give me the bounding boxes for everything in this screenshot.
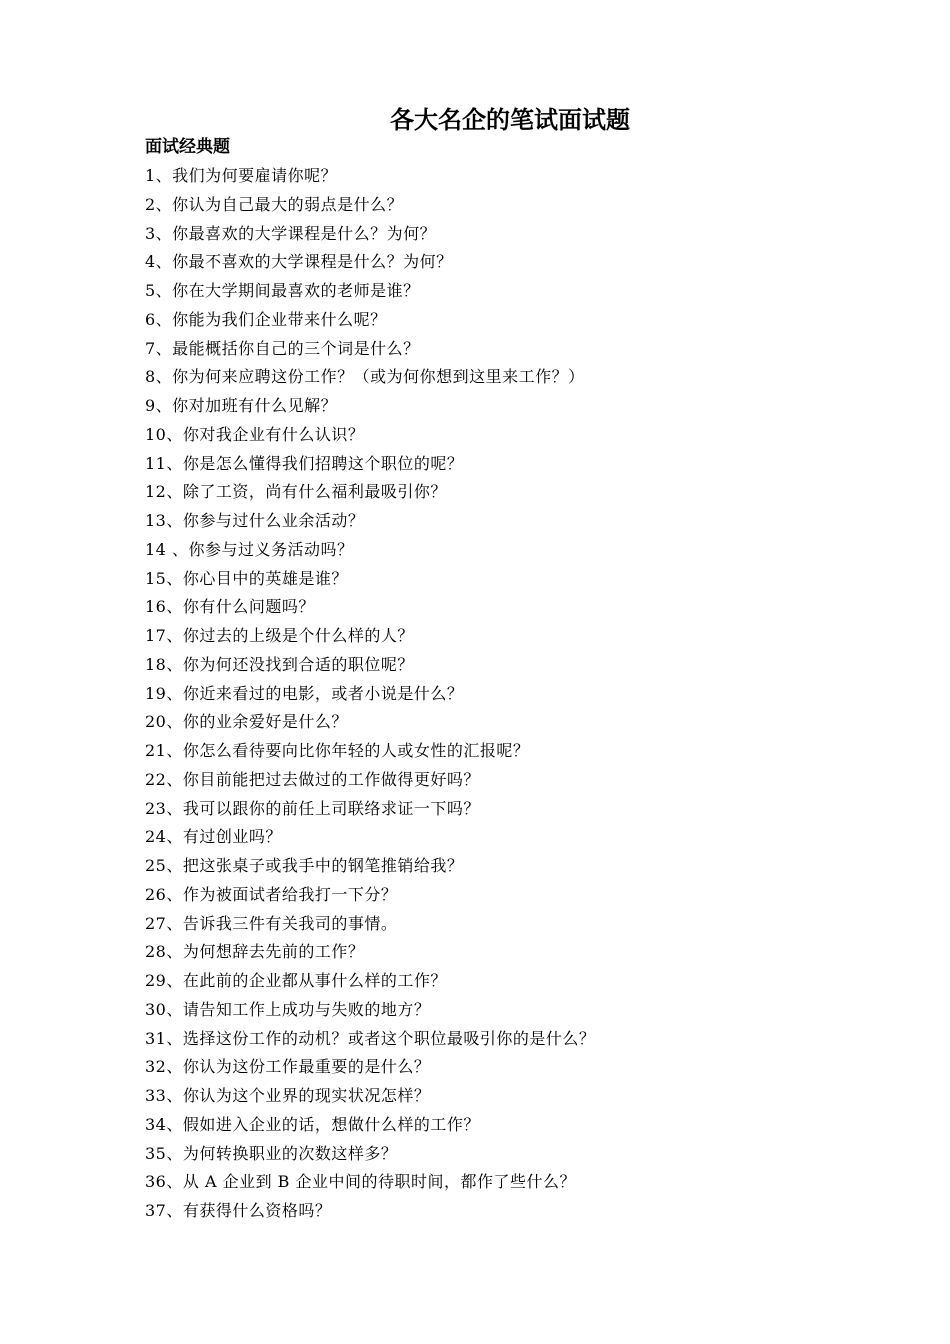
question-item: 20、你的业余爱好是什么？ [145,712,348,732]
question-item: 35、为何转换职业的次数这样多？ [145,1143,398,1163]
question-item: 37、有获得什么资格吗？ [145,1201,332,1220]
question-list [145,162,595,1226]
question-item: 12、除了工资，尚有什么福利最吸引你？ [145,482,447,502]
question-item: 26、作为被面试者给我打一下分？ [145,884,398,904]
question-item: 3、你最喜欢的大学课程是什么？为何？ [145,223,437,243]
question-item: 4、你最不喜欢的大学课程是什么？为何？ [145,252,453,272]
question-item: 2、你认为自己最大的弱点是什么？ [145,194,404,214]
question-item: 18、你为何还没找到合适的职位呢？ [145,654,414,674]
question-item: 11、你是怎么懂得我们招聘这个职位的呢？ [145,453,464,473]
question-item: 32、你认为这份工作最重要的是什么？ [145,1057,431,1077]
question-item: 36、从 A 企业到 B 企业中间的待职时间，都作了些什么？ [145,1172,577,1192]
question-item: 17、你过去的上级是个什么样的人？ [145,626,414,645]
question-item: 13、你参与过什么业余活动？ [145,511,365,530]
document-title: 各大名企的笔试面试题 [390,105,630,134]
section-heading: 面试经典题 [145,137,230,157]
question-item: 21、你怎么看待要向比你年轻的人或女性的汇报呢？ [145,741,530,760]
question-item: 29、在此前的企业都从事什么样的工作？ [145,971,447,990]
question-item: 16、你有什么问题吗？ [145,597,315,617]
question-item: 8、你为何来应聘这份工作？（或为何你想到这里来工作？） [145,367,585,387]
question-item: 6、你能为我们企业带来什么呢？ [145,309,387,329]
question-item: 31、选择这份工作的动机？或者这个职位最吸引你的是什么？ [145,1028,596,1048]
question-item: 34、假如进入企业的话，想做什么样的工作？ [145,1114,480,1134]
question-item: 23、我可以跟你的前任上司联络求证一下吗？ [145,798,480,818]
question-item: 24、有过创业吗？ [145,827,282,847]
question-item: 10、你对我企业有什么认识？ [145,424,365,444]
question-item: 5、你在大学期间最喜欢的老师是谁？ [145,281,420,300]
question-item: 9、你对加班有什么见解？ [145,396,338,415]
question-item: 14 、你参与过义务活动吗？ [145,539,354,559]
question-item: 28、为何想辞去先前的工作？ [145,942,365,962]
question-item: 22、你目前能把过去做过的工作做得更好吗？ [145,769,480,789]
question-item: 30、请告知工作上成功与失败的地方？ [145,999,431,1019]
question-item: 33、你认为这个业界的现实状况怎样？ [145,1086,431,1105]
question-item: 7、最能概括你自己的三个词是什么？ [145,338,420,358]
question-item: 15、你心目中的英雄是谁？ [145,568,348,588]
question-item: 19、你近来看过的电影，或者小说是什么？ [145,683,464,703]
question-item: 1、我们为何要雇请你呢？ [145,166,338,185]
question-item: 27、告诉我三件有关我司的事情。 [145,913,398,933]
question-item: 25、把这张桌子或我手中的钢笔推销给我？ [145,856,464,875]
